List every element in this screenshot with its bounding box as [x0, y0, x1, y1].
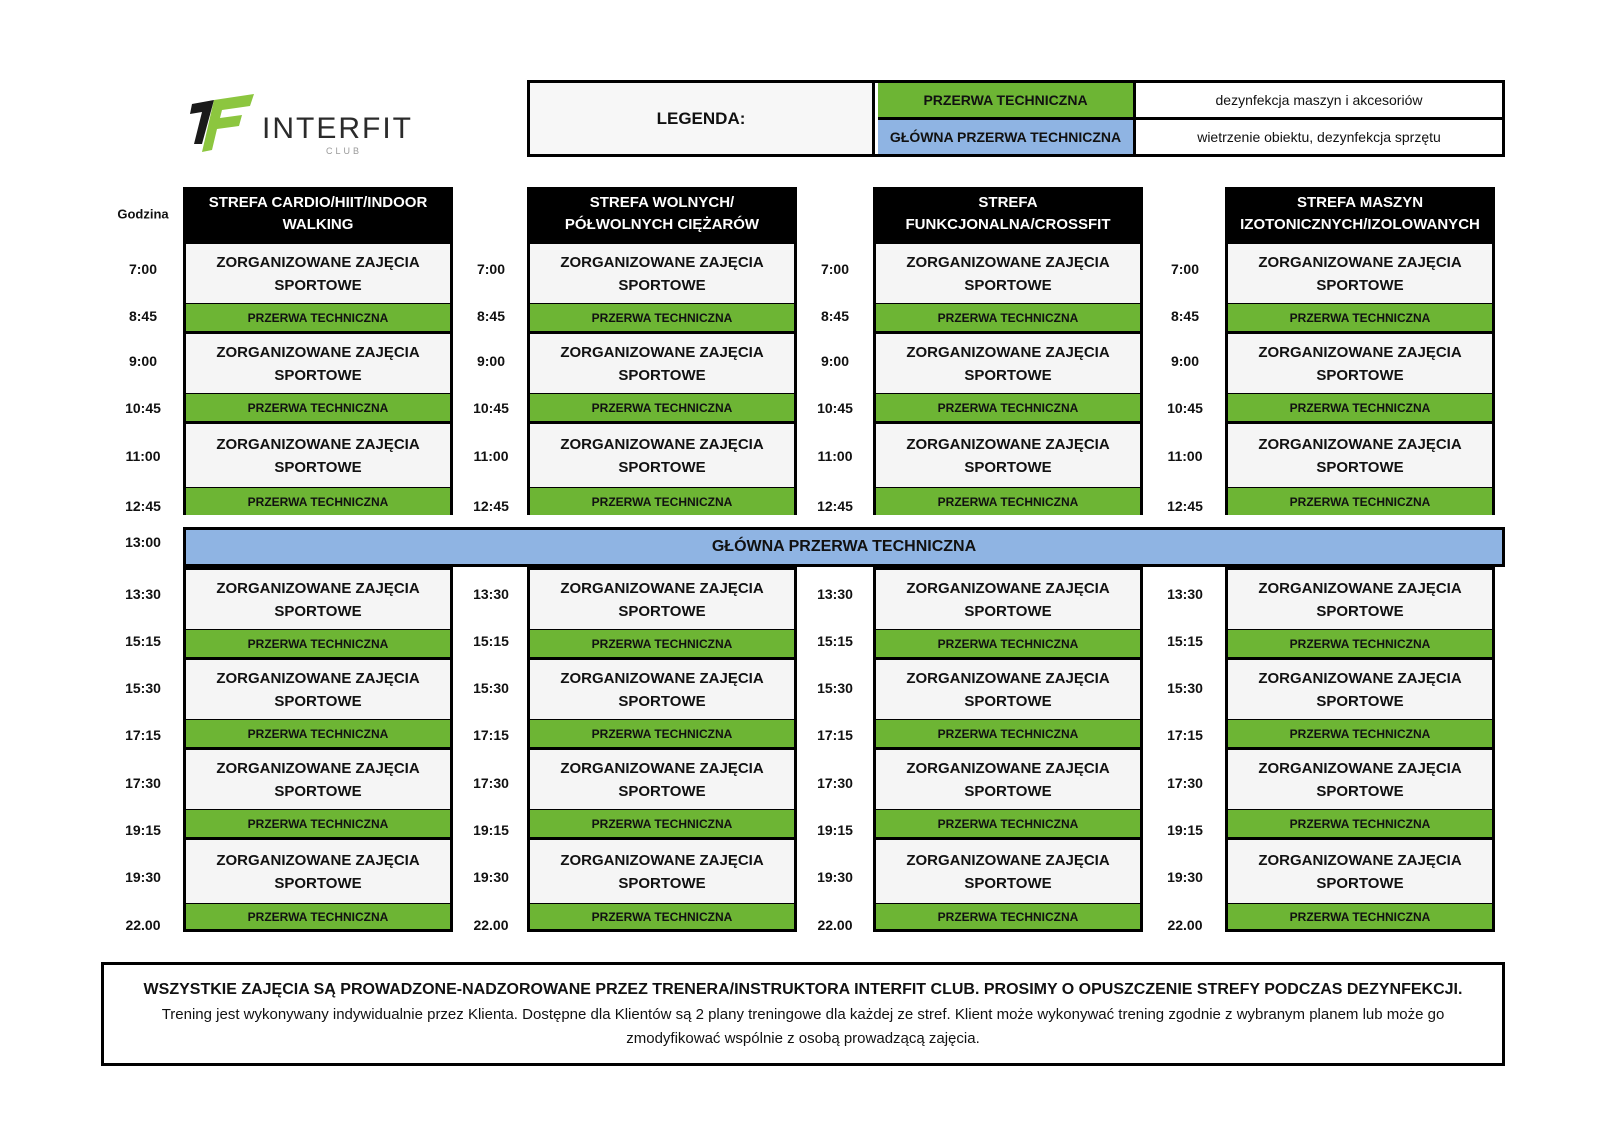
technical-break-slot: PRZERWA TECHNICZNA — [183, 719, 453, 747]
technical-break-slot: PRZERWA TECHNICZNA — [183, 809, 453, 837]
class-slot: ZORGANIZOWANE ZAJĘCIA SPORTOWE — [1225, 331, 1495, 393]
footer-note — [101, 962, 1505, 1066]
time-label: 11:00 — [1167, 448, 1203, 464]
technical-break-slot: PRZERWA TECHNICZNA — [873, 903, 1143, 932]
technical-break-slot: PRZERWA TECHNICZNA — [183, 903, 453, 932]
time-label: 13:00 — [125, 534, 161, 550]
technical-break-slot: PRZERWA TECHNICZNA — [873, 719, 1143, 747]
technical-break-slot: PRZERWA TECHNICZNA — [527, 629, 797, 657]
time-label: 12:45 — [125, 498, 161, 514]
class-slot: ZORGANIZOWANE ZAJĘCIA SPORTOWE — [527, 837, 797, 903]
technical-break-slot: PRZERWA TECHNICZNA — [873, 487, 1143, 515]
interfit-logo-icon — [188, 88, 258, 160]
time-label: 12:45 — [1167, 498, 1203, 514]
time-label: 19:15 — [125, 822, 161, 838]
time-label: 22.00 — [125, 917, 161, 933]
time-label: 19:30 — [473, 869, 509, 885]
time-label: 13:30 — [817, 586, 853, 602]
legend — [527, 80, 1505, 157]
zone-header: STREFA WOLNYCH/ PÓŁWOLNYCH CIĘŻARÓW — [527, 187, 797, 241]
time-label: 19:15 — [473, 822, 509, 838]
time-label: 13:30 — [1167, 586, 1203, 602]
class-slot: ZORGANIZOWANE ZAJĘCIA SPORTOWE — [873, 747, 1143, 809]
time-label: 8:45 — [1170, 308, 1200, 324]
time-label: 15:15 — [1167, 633, 1203, 649]
zone-free-weights — [527, 187, 797, 947]
class-slot: ZORGANIZOWANE ZAJĘCIA SPORTOWE — [183, 331, 453, 393]
time-label: 15:30 — [473, 680, 509, 696]
time-label: 11:00 — [473, 448, 509, 464]
zone-machines — [1225, 187, 1495, 947]
class-slot: ZORGANIZOWANE ZAJĘCIA SPORTOWE — [183, 241, 453, 303]
legend-key-break: PRZERWA TECHNICZNA — [878, 83, 1136, 117]
time-label: 15:30 — [817, 680, 853, 696]
class-slot: ZORGANIZOWANE ZAJĘCIA SPORTOWE — [527, 331, 797, 393]
technical-break-slot: PRZERWA TECHNICZNA — [1225, 719, 1495, 747]
time-label: 10:45 — [473, 400, 509, 416]
class-slot: ZORGANIZOWANE ZAJĘCIA SPORTOWE — [873, 657, 1143, 719]
time-label: 9:00 — [820, 353, 850, 369]
technical-break-slot: PRZERWA TECHNICZNA — [873, 393, 1143, 421]
zone-header: STREFA MASZYN IZOTONICZNYCH/IZOLOWANYCH — [1225, 187, 1495, 241]
time-label: 12:45 — [817, 498, 853, 514]
class-slot: ZORGANIZOWANE ZAJĘCIA SPORTOWE — [527, 657, 797, 719]
time-label: 13:30 — [125, 586, 161, 602]
class-slot: ZORGANIZOWANE ZAJĘCIA SPORTOWE — [873, 421, 1143, 487]
time-label: 7:00 — [820, 261, 850, 277]
class-slot: ZORGANIZOWANE ZAJĘCIA SPORTOWE — [1225, 241, 1495, 303]
logo-brand-text: INTERFIT — [262, 112, 413, 145]
interfit-logo — [188, 88, 438, 160]
time-label: 17:30 — [473, 775, 509, 791]
time-label: 8:45 — [128, 308, 158, 324]
time-label: 9:00 — [476, 353, 506, 369]
legend-row — [878, 83, 1502, 120]
time-label: 15:15 — [473, 633, 509, 649]
technical-break-slot: PRZERWA TECHNICZNA — [527, 393, 797, 421]
time-label: 10:45 — [1167, 400, 1203, 416]
class-slot: ZORGANIZOWANE ZAJĘCIA SPORTOWE — [183, 567, 453, 629]
class-slot: ZORGANIZOWANE ZAJĘCIA SPORTOWE — [183, 657, 453, 719]
main-break-banner: GŁÓWNA PRZERWA TECHNICZNA — [183, 527, 1505, 567]
time-label: 17:15 — [125, 727, 161, 743]
class-slot: ZORGANIZOWANE ZAJĘCIA SPORTOWE — [183, 747, 453, 809]
time-label: 8:45 — [476, 308, 506, 324]
time-label: 9:00 — [1170, 353, 1200, 369]
technical-break-slot: PRZERWA TECHNICZNA — [183, 393, 453, 421]
footer-title: WSZYSTKIE ZAJĘCIA SĄ PROWADZONE-NADZOROWANE PRZEZ TRENERA/INSTRUKTORA INTERFIT CLUB. PROSIMY O OPUSZCZENIE STREFY PODCZAS DEZYNFEKCJI. — [143, 981, 1463, 998]
class-slot: ZORGANIZOWANE ZAJĘCIA SPORTOWE — [183, 837, 453, 903]
class-slot: ZORGANIZOWANE ZAJĘCIA SPORTOWE — [183, 421, 453, 487]
time-label: 17:30 — [817, 775, 853, 791]
time-label: 19:15 — [1167, 822, 1203, 838]
time-label: 10:45 — [125, 400, 161, 416]
technical-break-slot: PRZERWA TECHNICZNA — [527, 303, 797, 331]
time-label: 22.00 — [817, 917, 853, 933]
time-label: 17:15 — [1167, 727, 1203, 743]
class-slot: ZORGANIZOWANE ZAJĘCIA SPORTOWE — [527, 241, 797, 303]
technical-break-slot: PRZERWA TECHNICZNA — [183, 487, 453, 515]
time-label: 17:15 — [473, 727, 509, 743]
time-label: 22.00 — [1167, 917, 1203, 933]
class-slot: ZORGANIZOWANE ZAJĘCIA SPORTOWE — [873, 837, 1143, 903]
time-label: 22.00 — [473, 917, 509, 933]
class-slot: ZORGANIZOWANE ZAJĘCIA SPORTOWE — [1225, 747, 1495, 809]
zone-cardio — [183, 187, 453, 947]
time-label: 19:15 — [817, 822, 853, 838]
zone-header: STREFA FUNKCJONALNA/CROSSFIT — [873, 187, 1143, 241]
technical-break-slot: PRZERWA TECHNICZNA — [527, 487, 797, 515]
technical-break-slot: PRZERWA TECHNICZNA — [527, 809, 797, 837]
class-slot: ZORGANIZOWANE ZAJĘCIA SPORTOWE — [527, 747, 797, 809]
technical-break-slot: PRZERWA TECHNICZNA — [873, 629, 1143, 657]
footer-text: Trening jest wykonywany indywidualnie przez Klienta. Dostępne dla Klientów są 2 plany treningowe dla każdej ze stref. Klient może wykonywać trening zgodnie z wybranym planem lub może go zmodyfikować wspólnie z osobą prowadzącą zajęcia. — [161, 1006, 1445, 1047]
class-slot: ZORGANIZOWANE ZAJĘCIA SPORTOWE — [1225, 567, 1495, 629]
time-label: 15:30 — [125, 680, 161, 696]
class-slot: ZORGANIZOWANE ZAJĘCIA SPORTOWE — [527, 421, 797, 487]
class-slot: ZORGANIZOWANE ZAJĘCIA SPORTOWE — [873, 241, 1143, 303]
legend-key-main-break: GŁÓWNA PRZERWA TECHNICZNA — [878, 120, 1136, 154]
time-label: 11:00 — [817, 448, 853, 464]
technical-break-slot: PRZERWA TECHNICZNA — [1225, 903, 1495, 932]
class-slot: ZORGANIZOWANE ZAJĘCIA SPORTOWE — [873, 331, 1143, 393]
technical-break-slot: PRZERWA TECHNICZNA — [873, 303, 1143, 331]
legend-desc-break: dezynfekcja maszyn i akcesoriów — [1215, 92, 1423, 108]
hour-column-header: Godzina — [117, 206, 169, 222]
time-label: 7:00 — [1170, 261, 1200, 277]
time-label: 12:45 — [473, 498, 509, 514]
time-label: 17:30 — [1167, 775, 1203, 791]
technical-break-slot: PRZERWA TECHNICZNA — [527, 903, 797, 932]
time-label: 15:30 — [1167, 680, 1203, 696]
time-label: 19:30 — [125, 869, 161, 885]
legend-label: LEGENDA: — [530, 83, 875, 154]
technical-break-slot: PRZERWA TECHNICZNA — [873, 809, 1143, 837]
technical-break-slot: PRZERWA TECHNICZNA — [1225, 393, 1495, 421]
class-slot: ZORGANIZOWANE ZAJĘCIA SPORTOWE — [1225, 837, 1495, 903]
time-label: 7:00 — [128, 261, 158, 277]
technical-break-slot: PRZERWA TECHNICZNA — [183, 629, 453, 657]
technical-break-slot: PRZERWA TECHNICZNA — [1225, 487, 1495, 515]
time-label: 13:30 — [473, 586, 509, 602]
technical-break-slot: PRZERWA TECHNICZNA — [183, 303, 453, 331]
time-label: 8:45 — [820, 308, 850, 324]
technical-break-slot: PRZERWA TECHNICZNA — [527, 719, 797, 747]
logo-sub-text: CLUB — [326, 146, 363, 156]
class-slot: ZORGANIZOWANE ZAJĘCIA SPORTOWE — [1225, 657, 1495, 719]
time-label: 15:15 — [817, 633, 853, 649]
technical-break-slot: PRZERWA TECHNICZNA — [1225, 629, 1495, 657]
time-label: 19:30 — [1167, 869, 1203, 885]
zone-functional — [873, 187, 1143, 947]
technical-break-slot: PRZERWA TECHNICZNA — [1225, 809, 1495, 837]
legend-desc-main-break: wietrzenie obiektu, dezynfekcja sprzętu — [1197, 129, 1441, 145]
time-label: 11:00 — [125, 448, 161, 464]
time-label: 10:45 — [817, 400, 853, 416]
time-label: 19:30 — [817, 869, 853, 885]
legend-row — [878, 120, 1502, 154]
class-slot: ZORGANIZOWANE ZAJĘCIA SPORTOWE — [527, 567, 797, 629]
time-label: 17:15 — [817, 727, 853, 743]
zone-header: STREFA CARDIO/HIIT/INDOOR WALKING — [183, 187, 453, 241]
class-slot: ZORGANIZOWANE ZAJĘCIA SPORTOWE — [1225, 421, 1495, 487]
time-label: 7:00 — [476, 261, 506, 277]
time-label: 17:30 — [125, 775, 161, 791]
time-label: 15:15 — [125, 633, 161, 649]
technical-break-slot: PRZERWA TECHNICZNA — [1225, 303, 1495, 331]
class-slot: ZORGANIZOWANE ZAJĘCIA SPORTOWE — [873, 567, 1143, 629]
time-label: 9:00 — [128, 353, 158, 369]
